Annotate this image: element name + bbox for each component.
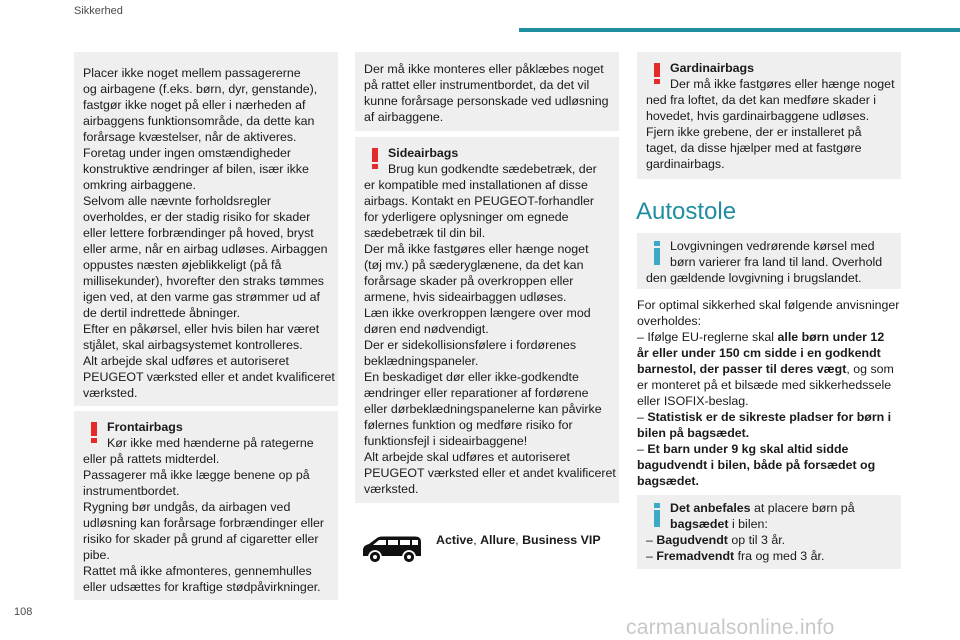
text-line: barnestol, der passer til deres vægt, og som [637, 362, 894, 376]
text-line: Der må ikke monteres eller påklæbes noget [364, 62, 604, 76]
text-line: PEUGEOT værksted eller et andet kvalificeret [364, 466, 616, 480]
text-line: Fjern ikke grebene, der er installeret på [646, 125, 862, 139]
text-line: – Statistisk er de sikreste pladser for børn i [637, 410, 892, 424]
text-line: Selvom alle nævnte forholdsregler [83, 194, 272, 208]
text-line: eller lettere forbrændinger på hoved, bryst [83, 226, 314, 240]
text-line: Brug kun godkendte sædebetræk, der [388, 162, 597, 176]
text-line: Placer ikke noget mellem passagererne [83, 66, 301, 80]
info-icon [653, 241, 661, 265]
box-title: Frontairbags [107, 420, 183, 434]
text-line: udløsning kan forårsage forbrændinger eller [83, 516, 325, 530]
text-line: konstruktive ændringer af bilen, især ikke [83, 162, 309, 176]
text-line: gardinairbags. [646, 157, 725, 171]
box-title: Gardinairbags [670, 61, 755, 75]
header-accent-bar [519, 28, 960, 32]
text-line: Rattet må ikke afmonteres, gennemhulles [83, 564, 312, 578]
text-line: Alt arbejde skal udføres et autoriseret [83, 354, 289, 368]
text-line: på rattet eller instrumentbordet, da det vil [364, 78, 590, 92]
text-line: eller på rattets midterdel. [83, 452, 220, 466]
text-line: kunne forårsage personskade ved udløsning [364, 94, 609, 108]
text-line: overholdes: [637, 314, 702, 328]
col1-box2-frontairbags [74, 411, 338, 600]
text-line: forårsage skader på overkroppen eller [364, 274, 574, 288]
box-title: Sideairbags [388, 146, 459, 160]
separator: , [473, 533, 481, 547]
text-line: funktionsfejl i sideairbaggene! [364, 434, 528, 448]
warning-icon [371, 148, 379, 168]
van-icon [360, 534, 424, 566]
text-line: ned fra loftet, da det kan medføre skader i [646, 93, 877, 107]
text-line: af airbaggene. [364, 110, 444, 124]
text-line: Kør ikke med hænderne på rategerne [107, 436, 314, 450]
text-line: overholdes, er der stadig risiko for skader [83, 210, 311, 224]
text-line: bagudvendt i bilen, både på forsædet og [637, 458, 876, 472]
text-line: omkring airbaggene. [83, 178, 196, 192]
text-line: taget, da disse hjælper med at fastgøre [646, 141, 862, 155]
text-line: igen ved, at den varme gas strømmer ud af [83, 290, 320, 304]
col2-box1 [355, 52, 619, 131]
col1-box1 [74, 52, 338, 406]
text-line: Rygning bør undgås, da airbagen ved [83, 500, 291, 514]
text-line: Foretag under ingen omstændigheder [83, 146, 292, 160]
warning-icon [90, 422, 98, 442]
separator: , [515, 533, 523, 547]
text-line: millisekunder), hvorefter den straks tømmes [83, 274, 325, 288]
text-line: de dertil indrettede åbninger. [83, 306, 241, 320]
text-line: airbags. Kontakt en PEUGEOT-forhandler [364, 194, 595, 208]
col2-box2-sideairbags [355, 137, 619, 503]
text-line: for yderligere oplysninger om egnede [364, 210, 569, 224]
trim-levels-label [436, 533, 601, 547]
page-number: 108 [14, 606, 33, 618]
text-line: risiko for skader på grund af cigaretter eller [83, 532, 319, 546]
text-line: Der må ikke fastgøres eller hænge noget [364, 242, 589, 256]
text-line: hovedet, hvis gardinairbaggene udløses. [646, 109, 870, 123]
text-line: Lovgivningen vedrørende kørsel med [670, 239, 875, 253]
text-line: følernes funktion og medføre risiko for [364, 418, 573, 432]
text-line: Læn ikke overkroppen længere over mod [364, 306, 591, 320]
trim-business-vip: Business VIP [522, 533, 601, 547]
text-line: (tøj mv.) på sæderyglænene, da det kan [364, 258, 584, 272]
text-line: forårsage kvæstelser, når de aktiveres. [83, 130, 297, 144]
trim-active: Active [436, 533, 474, 547]
text-line: stjålet, skal airbagsystemet kontrolleres. [83, 338, 303, 352]
col3-info2 [637, 495, 901, 569]
text-line: værksted. [364, 482, 419, 496]
text-line: bagsædet. [637, 474, 699, 488]
text-line: eller udsættes for kraftige stødpåvirkninger. [83, 580, 321, 594]
section-heading: Autostole [636, 198, 737, 225]
text-line: eller dørbeklædningspanelerne kan påvirke [364, 402, 602, 416]
info-icon [653, 503, 661, 527]
text-line: ændringer eller reparationer af fordørene [364, 386, 589, 400]
text-line: PEUGEOT værksted eller et andet kvalificeret [83, 370, 335, 384]
text-line: år eller under 150 cm sidde i en godkendt [637, 346, 881, 360]
text-line: eller ISOFIX-beslag. [637, 394, 749, 408]
text-line: oppustes næsten øjeblikkeligt (på få [83, 258, 282, 272]
text-line: Der må ikke fastgøres eller hænge noget [670, 77, 895, 91]
text-line: – Ifølge EU-reglerne skal alle børn under 12 [637, 330, 885, 344]
text-line: Der er sidekollisionsfølere i fordørenes [364, 338, 577, 352]
text-line: og airbagene (f.eks. børn, dyr, genstande), [83, 82, 318, 96]
text-line: fastgør ikke noget på eller i nærheden af [83, 98, 306, 112]
text-line: bagsædet i bilen: [670, 517, 768, 531]
text-line: den gældende lovgivning i brugslandet. [646, 271, 862, 285]
trim-allure: Allure [480, 533, 516, 547]
warning-icon [653, 63, 661, 83]
col3-paragraph [637, 297, 907, 489]
text-line: er monteret på et bilsæde med sikkerhedssele [637, 378, 892, 392]
header-title: Sikkerhed [74, 5, 123, 17]
watermark: carmanualsonline.info [626, 616, 835, 639]
text-line: Det anbefales at placere børn på [670, 501, 855, 515]
text-line: armene, hvis sideairbaggen udløses. [364, 290, 567, 304]
text-line: er kompatible med installationen af disse [364, 178, 588, 192]
text-line: værksted. [83, 386, 138, 400]
text-line: bilen på bagsædet. [637, 426, 750, 440]
text-line: En beskadiget dør eller ikke-godkendte [364, 370, 579, 384]
text-line: Efter en påkørsel, eller hvis bilen har været [83, 322, 320, 336]
text-line: Alt arbejde skal udføres et autoriseret [364, 450, 570, 464]
text-line: Passagerer må ikke lægge benene op på [83, 468, 310, 482]
text-line: – Bagudvendt op til 3 år. [646, 533, 786, 547]
text-line: pibe. [83, 548, 110, 562]
text-line: For optimal sikkerhed skal følgende anvisninger [637, 298, 900, 312]
text-line: døren end nødvendigt. [364, 322, 489, 336]
text-line: instrumentbordet. [83, 484, 180, 498]
text-line: beklædningspaneler. [364, 354, 479, 368]
text-line: – Fremadvendt fra og med 3 år. [646, 549, 825, 563]
text-line: børn varierer fra land til land. Overhold [670, 255, 883, 269]
text-line: airbaggens funktionsområde, da dette kan [83, 114, 315, 128]
col3-info1 [637, 233, 901, 289]
col3-box1-gardinairbags [637, 52, 901, 179]
text-line: eller arme, når en airbag udløses. Airbaggen [83, 242, 328, 256]
text-line: – Et barn under 9 kg skal altid sidde [637, 442, 849, 456]
text-line: sædebetræk til din bil. [364, 226, 486, 240]
